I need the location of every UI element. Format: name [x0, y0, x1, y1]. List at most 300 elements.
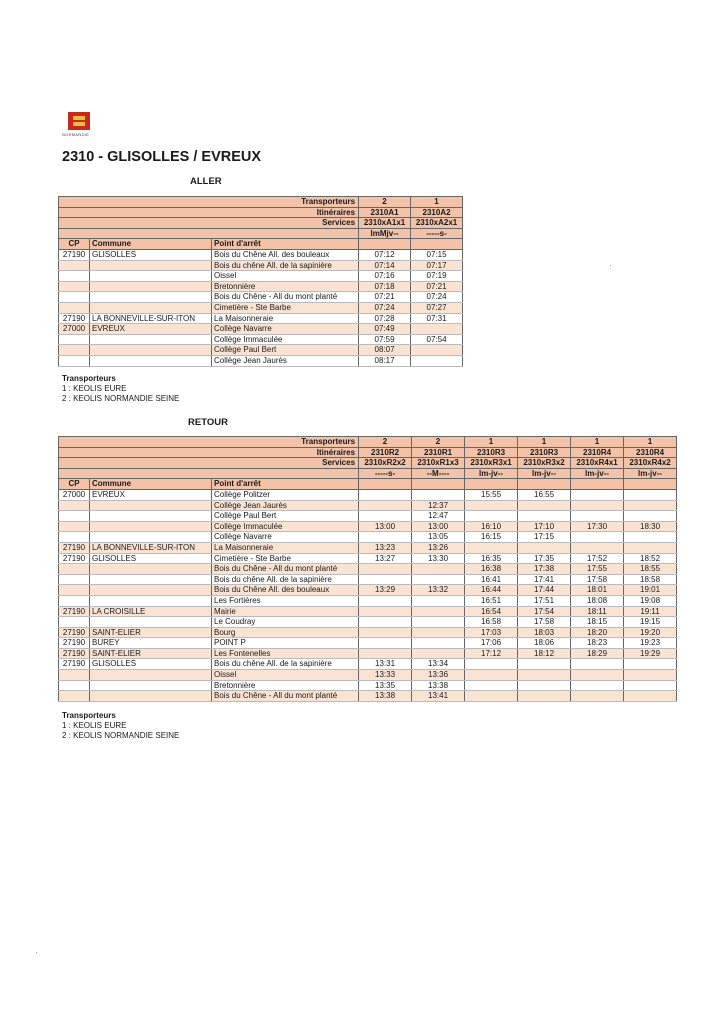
header-row — [59, 437, 677, 448]
header-label: Transporteurs — [59, 197, 359, 208]
table-row — [59, 606, 677, 617]
time-cell: 18:20 — [571, 627, 624, 638]
header-label: Itinéraires — [59, 447, 359, 458]
time-cell: 17:51 — [518, 595, 571, 606]
column-days: --M---- — [412, 468, 465, 479]
time-cell — [412, 627, 465, 638]
column-header-blank — [359, 479, 412, 490]
time-cell — [359, 574, 412, 585]
table-row — [59, 595, 677, 606]
postal-code-cell: 27190 — [59, 249, 90, 260]
time-cell — [518, 659, 571, 670]
time-cell: 19:23 — [624, 638, 677, 649]
table-row — [59, 627, 677, 638]
header-label: Services — [59, 458, 359, 469]
time-cell: 07:24 — [411, 292, 463, 303]
stop-cell: Bois du chêne All. de la sapinière — [212, 659, 359, 670]
column-header-row — [59, 239, 463, 250]
postal-code-cell: 27190 — [59, 648, 90, 659]
time-cell: 16:44 — [465, 585, 518, 596]
time-cell — [624, 542, 677, 553]
stop-cell: POINT P — [212, 638, 359, 649]
column-itineraire: 2310R2 — [359, 447, 412, 458]
table-row — [59, 532, 677, 543]
time-cell: 12:47 — [412, 511, 465, 522]
header-blank — [59, 228, 359, 239]
page-title: 2310 - GLISOLLES / EVREUX — [62, 149, 262, 165]
commune-cell — [90, 500, 212, 511]
column-header-blank — [359, 239, 411, 250]
stop-cell: Collège Paul Bert — [212, 511, 359, 522]
column-header-blank — [624, 479, 677, 490]
scan-speck — [36, 952, 37, 953]
table-row — [59, 260, 463, 271]
time-cell: 17:58 — [571, 574, 624, 585]
column-itineraire: 2310R1 — [412, 447, 465, 458]
time-cell — [359, 595, 412, 606]
time-cell: 17:06 — [465, 638, 518, 649]
time-cell: 19:20 — [624, 627, 677, 638]
column-header: Point d'arrêt — [212, 479, 359, 490]
time-cell: 13:05 — [412, 532, 465, 543]
table-row — [59, 355, 463, 366]
time-cell — [571, 532, 624, 543]
postal-code-cell — [59, 574, 90, 585]
time-cell: 18:03 — [518, 627, 571, 638]
time-cell — [571, 691, 624, 702]
postal-code-cell — [59, 680, 90, 691]
column-transporteur: 1 — [624, 437, 677, 448]
time-cell: 17:03 — [465, 627, 518, 638]
postal-code-cell — [59, 521, 90, 532]
stop-cell: Oissel — [212, 271, 359, 282]
commune-cell — [90, 355, 212, 366]
postal-code-cell — [59, 292, 90, 303]
table-row — [59, 313, 463, 324]
time-cell: 13:30 — [412, 553, 465, 564]
commune-cell: LA BONNEVILLE-SUR-ITON — [90, 542, 212, 553]
column-days: lm-jv-- — [571, 468, 624, 479]
time-cell: 17:38 — [518, 564, 571, 575]
time-cell: 16:51 — [465, 595, 518, 606]
table-row — [59, 574, 677, 585]
table-row — [59, 659, 677, 670]
commune-cell — [90, 691, 212, 702]
time-cell: 13:35 — [359, 680, 412, 691]
stop-cell: Bois du chêne All. de la sapinière — [212, 260, 359, 271]
time-cell: 18:01 — [571, 585, 624, 596]
time-cell — [518, 680, 571, 691]
table-row — [59, 648, 677, 659]
table-row — [59, 511, 677, 522]
column-transporteur: 1 — [518, 437, 571, 448]
postal-code-cell: 27190 — [59, 542, 90, 553]
time-cell — [465, 659, 518, 670]
header-row — [59, 197, 463, 208]
time-cell — [571, 680, 624, 691]
time-cell: 17:30 — [571, 521, 624, 532]
commune-cell — [90, 532, 212, 543]
commune-cell — [90, 670, 212, 681]
transporteur-line: 2 : KEOLIS NORMANDIE SEINE — [62, 394, 180, 403]
column-days: lm-jv-- — [465, 468, 518, 479]
column-service: 2310xR4x2 — [624, 458, 677, 469]
time-cell: 07:14 — [359, 260, 411, 271]
time-cell: 18:58 — [624, 574, 677, 585]
time-cell — [412, 595, 465, 606]
time-cell: 13:36 — [412, 670, 465, 681]
time-cell: 07:31 — [411, 313, 463, 324]
header-row — [59, 458, 677, 469]
stop-cell: Les Fortières — [212, 595, 359, 606]
table-row — [59, 553, 677, 564]
commune-cell — [90, 302, 212, 313]
time-cell: 07:21 — [411, 281, 463, 292]
stop-cell: Bois du Chêne - All du mont planté — [212, 292, 359, 303]
time-cell: 07:28 — [359, 313, 411, 324]
time-cell: 16:54 — [465, 606, 518, 617]
time-cell: 15:55 — [465, 489, 518, 500]
time-cell: 13:32 — [412, 585, 465, 596]
column-transporteur: 2 — [359, 197, 411, 208]
stop-cell: Cimetière - Ste Barbe — [212, 302, 359, 313]
time-cell: 13:33 — [359, 670, 412, 681]
column-service: 2310xR3x2 — [518, 458, 571, 469]
column-days: -----s- — [359, 468, 412, 479]
commune-cell: GLISOLLES — [90, 659, 212, 670]
time-cell: 18:12 — [518, 648, 571, 659]
time-cell — [624, 511, 677, 522]
time-cell — [571, 489, 624, 500]
column-header-row — [59, 479, 677, 490]
time-cell: 07:21 — [359, 292, 411, 303]
time-cell: 07:24 — [359, 302, 411, 313]
time-cell: 13:23 — [359, 542, 412, 553]
postal-code-cell — [59, 532, 90, 543]
time-cell — [624, 659, 677, 670]
column-service: 2310xR4x1 — [571, 458, 624, 469]
time-cell — [571, 670, 624, 681]
commune-cell — [90, 680, 212, 691]
stop-cell: Oissel — [212, 670, 359, 681]
time-cell: 18:23 — [571, 638, 624, 649]
column-header-blank — [571, 479, 624, 490]
time-cell — [518, 542, 571, 553]
column-itineraire: 2310R4 — [624, 447, 677, 458]
column-header-blank — [465, 479, 518, 490]
stop-cell: Bois du Chêne - All du mont planté — [212, 564, 359, 575]
aller-timetable — [58, 196, 463, 367]
time-cell — [465, 691, 518, 702]
table-row — [59, 324, 463, 335]
time-cell: 07:17 — [411, 260, 463, 271]
time-cell: 17:44 — [518, 585, 571, 596]
time-cell: 17:41 — [518, 574, 571, 585]
column-header-blank — [518, 479, 571, 490]
time-cell: 18:55 — [624, 564, 677, 575]
time-cell: 17:52 — [571, 553, 624, 564]
commune-cell: SAINT-ELIER — [90, 648, 212, 659]
postal-code-cell — [59, 281, 90, 292]
time-cell — [359, 532, 412, 543]
stop-cell: Collège Politzer — [212, 489, 359, 500]
commune-cell — [90, 511, 212, 522]
table-row — [59, 334, 463, 345]
table-row — [59, 521, 677, 532]
column-header-blank — [412, 479, 465, 490]
table-row — [59, 249, 463, 260]
stop-cell: Collège Jean Jaurès — [212, 355, 359, 366]
time-cell: 07:27 — [411, 302, 463, 313]
column-transporteur: 2 — [412, 437, 465, 448]
aller-heading: ALLER — [190, 176, 222, 187]
postal-code-cell: 27000 — [59, 489, 90, 500]
table-row — [59, 489, 677, 500]
column-header: CP — [59, 239, 90, 250]
time-cell — [359, 500, 412, 511]
stop-cell: La Maisonneraie — [212, 313, 359, 324]
header-label: Services — [59, 218, 359, 229]
time-cell: 13:41 — [412, 691, 465, 702]
commune-cell — [90, 564, 212, 575]
time-cell: 16:15 — [465, 532, 518, 543]
table-row — [59, 670, 677, 681]
time-cell: 16:55 — [518, 489, 571, 500]
time-cell: 07:59 — [359, 334, 411, 345]
time-cell — [359, 638, 412, 649]
column-transporteur: 1 — [465, 437, 518, 448]
retour-heading: RETOUR — [188, 417, 228, 428]
stop-cell: Collège Jean Jaurès — [212, 500, 359, 511]
header-row — [59, 218, 463, 229]
commune-cell: EVREUX — [90, 324, 212, 335]
time-cell — [465, 670, 518, 681]
column-days: lm-jv-- — [518, 468, 571, 479]
column-itineraire: 2310A2 — [411, 207, 463, 218]
commune-cell — [90, 260, 212, 271]
column-service: 2310xR1x3 — [412, 458, 465, 469]
time-cell: 18:06 — [518, 638, 571, 649]
stop-cell: Mairie — [212, 606, 359, 617]
postal-code-cell: 27190 — [59, 659, 90, 670]
time-cell: 13:34 — [412, 659, 465, 670]
header-blank — [59, 468, 359, 479]
time-cell: 07:54 — [411, 334, 463, 345]
commune-cell — [90, 595, 212, 606]
stop-cell: Collège Navarre — [212, 324, 359, 335]
postal-code-cell — [59, 564, 90, 575]
commune-cell: SAINT-ELIER — [90, 627, 212, 638]
retour-timetable — [58, 436, 677, 702]
commune-cell: GLISOLLES — [90, 553, 212, 564]
postal-code-cell: 27190 — [59, 553, 90, 564]
logo-text: NORMANDIE — [62, 132, 90, 137]
transporteur-line: 1 : KEOLIS EURE — [62, 721, 127, 730]
time-cell — [411, 324, 463, 335]
time-cell — [411, 355, 463, 366]
time-cell — [518, 691, 571, 702]
column-header: CP — [59, 479, 90, 490]
header-row — [59, 228, 463, 239]
column-days: lm-jv-- — [624, 468, 677, 479]
transporteur-line: 1 : KEOLIS EURE — [62, 384, 127, 393]
table-row — [59, 564, 677, 575]
column-header: Point d'arrêt — [212, 239, 359, 250]
column-service: 2310xA1x1 — [359, 218, 411, 229]
column-header: Commune — [90, 479, 212, 490]
column-itineraire: 2310R3 — [465, 447, 518, 458]
column-service: 2310xR3x1 — [465, 458, 518, 469]
transporteur-line: 2 : KEOLIS NORMANDIE SEINE — [62, 731, 180, 740]
column-service: 2310xA2x1 — [411, 218, 463, 229]
stop-cell: La Maisonneraie — [212, 542, 359, 553]
time-cell: 07:18 — [359, 281, 411, 292]
stop-cell: Bourg — [212, 627, 359, 638]
header-row — [59, 447, 677, 458]
time-cell — [465, 680, 518, 691]
table-row — [59, 585, 677, 596]
time-cell: 16:10 — [465, 521, 518, 532]
header-label: Transporteurs — [59, 437, 359, 448]
commune-cell — [90, 292, 212, 303]
header-row — [59, 207, 463, 218]
table-row — [59, 638, 677, 649]
aller-transporteurs — [62, 374, 179, 404]
time-cell: 17:35 — [518, 553, 571, 564]
time-cell — [412, 564, 465, 575]
column-transporteur: 2 — [359, 437, 412, 448]
table-row — [59, 500, 677, 511]
time-cell: 19:15 — [624, 617, 677, 628]
time-cell: 17:54 — [518, 606, 571, 617]
header-row — [59, 468, 677, 479]
time-cell: 07:19 — [411, 271, 463, 282]
scan-speck — [610, 265, 611, 266]
transporteurs-heading: Transporteurs — [62, 374, 116, 383]
column-days: lmMjv-- — [359, 228, 411, 239]
commune-cell — [90, 334, 212, 345]
commune-cell: LA BONNEVILLE-SUR-ITON — [90, 313, 212, 324]
table-row — [59, 292, 463, 303]
stop-cell: Bretonnière — [212, 680, 359, 691]
retour-transporteurs — [62, 711, 179, 741]
column-itineraire: 2310R4 — [571, 447, 624, 458]
time-cell — [624, 691, 677, 702]
postal-code-cell — [59, 345, 90, 356]
table-row — [59, 302, 463, 313]
time-cell: 13:38 — [412, 680, 465, 691]
commune-cell — [90, 617, 212, 628]
time-cell: 17:15 — [518, 532, 571, 543]
postal-code-cell — [59, 271, 90, 282]
time-cell — [624, 489, 677, 500]
column-itineraire: 2310A1 — [359, 207, 411, 218]
time-cell: 18:08 — [571, 595, 624, 606]
time-cell — [412, 489, 465, 500]
normandie-logo — [62, 112, 96, 137]
time-cell — [359, 617, 412, 628]
time-cell — [412, 617, 465, 628]
time-cell: 18:11 — [571, 606, 624, 617]
time-cell — [571, 659, 624, 670]
time-cell: 13:38 — [359, 691, 412, 702]
table-row — [59, 691, 677, 702]
time-cell: 13:27 — [359, 553, 412, 564]
time-cell — [412, 638, 465, 649]
stop-cell: Cimetière - Ste Barbe — [212, 553, 359, 564]
column-itineraire: 2310R3 — [518, 447, 571, 458]
postal-code-cell — [59, 355, 90, 366]
time-cell: 16:38 — [465, 564, 518, 575]
postal-code-cell — [59, 585, 90, 596]
stop-cell: Bois du Chêne - All du mont planté — [212, 691, 359, 702]
time-cell — [518, 511, 571, 522]
stop-cell: Les Fontenelles — [212, 648, 359, 659]
postal-code-cell: 27190 — [59, 606, 90, 617]
time-cell — [359, 564, 412, 575]
postal-code-cell — [59, 334, 90, 345]
time-cell: 13:29 — [359, 585, 412, 596]
time-cell — [412, 574, 465, 585]
commune-cell: GLISOLLES — [90, 249, 212, 260]
postal-code-cell — [59, 260, 90, 271]
commune-cell — [90, 345, 212, 356]
time-cell — [624, 532, 677, 543]
time-cell: 12:37 — [412, 500, 465, 511]
postal-code-cell: 27190 — [59, 627, 90, 638]
column-header-blank — [411, 239, 463, 250]
time-cell — [359, 648, 412, 659]
time-cell — [518, 500, 571, 511]
postal-code-cell — [59, 670, 90, 681]
time-cell: 19:01 — [624, 585, 677, 596]
time-cell: 18:30 — [624, 521, 677, 532]
postal-code-cell — [59, 617, 90, 628]
stop-cell: Bois du chêne All. de la sapinière — [212, 574, 359, 585]
commune-cell — [90, 585, 212, 596]
time-cell: 07:16 — [359, 271, 411, 282]
table-row — [59, 281, 463, 292]
stop-cell: Collège Paul Bert — [212, 345, 359, 356]
stop-cell: Le Coudray — [212, 617, 359, 628]
commune-cell — [90, 574, 212, 585]
time-cell: 17:12 — [465, 648, 518, 659]
table-row — [59, 345, 463, 356]
time-cell — [359, 606, 412, 617]
stop-cell: Bois du Chêne All. des bouleaux — [212, 585, 359, 596]
time-cell: 16:58 — [465, 617, 518, 628]
time-cell — [465, 511, 518, 522]
time-cell: 17:58 — [518, 617, 571, 628]
time-cell — [624, 680, 677, 691]
commune-cell: EVREUX — [90, 489, 212, 500]
time-cell: 18:52 — [624, 553, 677, 564]
postal-code-cell — [59, 595, 90, 606]
column-header: Commune — [90, 239, 212, 250]
stop-cell: Collège Immaculée — [212, 521, 359, 532]
header-label: Itinéraires — [59, 207, 359, 218]
time-cell — [412, 648, 465, 659]
column-service: 2310xR2x2 — [359, 458, 412, 469]
time-cell: 07:12 — [359, 249, 411, 260]
postal-code-cell — [59, 302, 90, 313]
time-cell: 18:15 — [571, 617, 624, 628]
time-cell — [359, 489, 412, 500]
commune-cell: LA CROISILLE — [90, 606, 212, 617]
postal-code-cell — [59, 691, 90, 702]
time-cell: 13:31 — [359, 659, 412, 670]
time-cell — [624, 500, 677, 511]
